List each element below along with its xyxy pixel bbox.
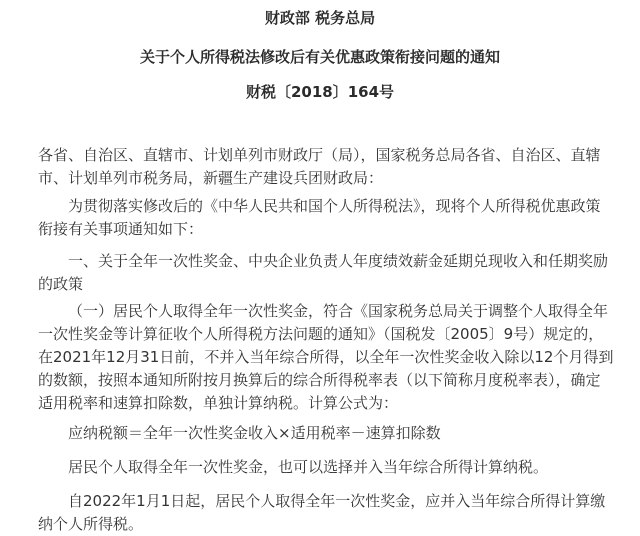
text-line: 各省、自治区、直辖市、计划单列市财政厅（局），国家税务总局各省、自治区、直辖 <box>38 146 601 164</box>
text-line: 一、关于全年一次性奖金、中央企业负责人年度绩效薪金延期兑现收入和任期奖励 <box>68 252 609 270</box>
option-paragraph <box>38 456 614 479</box>
text-line: 一次性奖金等计算征收个人所得税方法问题的通知》（国税发〔2005〕9号）规定的， <box>38 325 604 343</box>
text-line: 居民个人取得全年一次性奖金，也可以选择并入当年综合所得计算纳税。 <box>68 458 549 476</box>
text-line: 在2021年12月31日前，不并入当年综合所得，以全年一次性奖金收入除以12个月得到 <box>38 348 614 366</box>
text-line: 衔接有关事项通知如下： <box>38 220 204 238</box>
text-line: 的政策 <box>38 275 84 293</box>
document-title: 关于个人所得税法修改后有关优惠政策衔接问题的通知 <box>139 48 500 66</box>
text-line: 的数额，按照本通知所附按月换算后的综合所得税率表（以下简称月度税率表），确定 <box>38 371 601 389</box>
text-line: 适用税率和速算扣除数，单独计算纳税。计算公式为： <box>38 394 399 412</box>
intro-paragraph <box>38 195 614 241</box>
issuer-heading: 财政部 税务总局 <box>264 9 376 27</box>
text-line: 自2022年1月1日起，居民个人取得全年一次性奖金，应并入当年综合所得计算缴 <box>68 492 606 510</box>
item-one-paragraph <box>38 300 614 415</box>
tax-formula: 应纳税额＝全年一次性奖金收入×适用税率－速算扣除数 <box>68 424 441 442</box>
text-line: （一）居民个人取得全年一次性奖金，符合《国家税务总局关于调整个人取得全年 <box>68 302 609 320</box>
text-line: 纳个人所得税。 <box>38 515 144 533</box>
text-line: 市、计划单列市税务局，新疆生产建设兵团财政局： <box>38 169 384 187</box>
section-heading <box>38 250 614 296</box>
formula-paragraph <box>38 422 614 445</box>
addressee-paragraph <box>38 144 614 190</box>
document-number: 财税〔2018〕164号 <box>245 83 395 101</box>
from-2022-paragraph <box>38 490 614 536</box>
text-line: 为贯彻落实修改后的《中华人民共和国个人所得税法》，现将个人所得税优惠政策 <box>68 197 601 215</box>
